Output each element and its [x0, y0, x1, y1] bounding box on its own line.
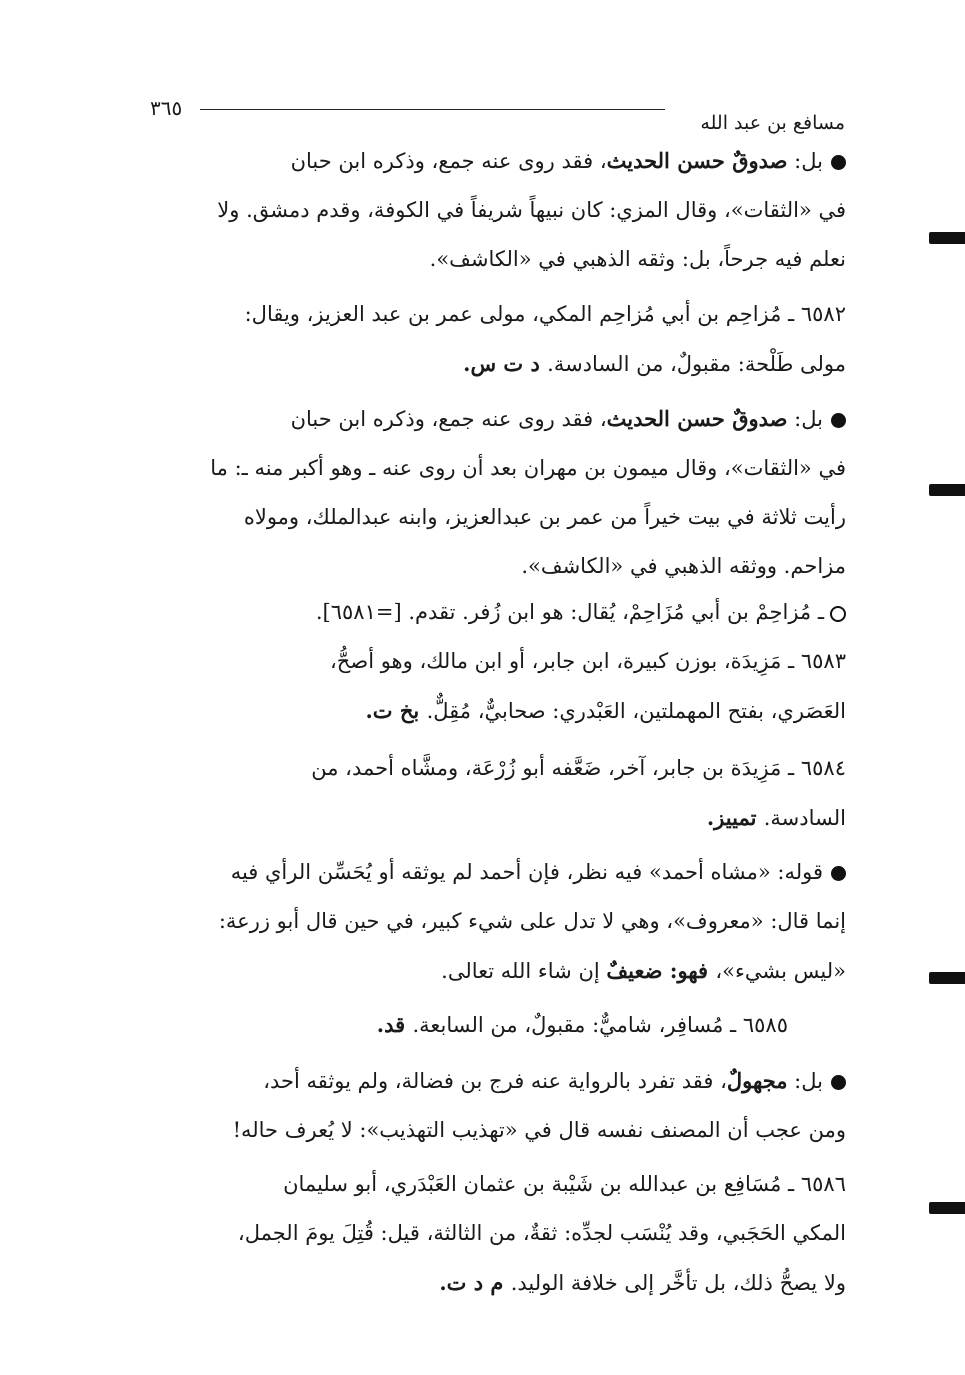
line-text: العَصَري، بفتح المهملتين، العَبْدري: صحابيٌّ، مُقِلٌّ.	[426, 699, 846, 723]
line-text: قوله: «مشاه أحمد» فيه نظر، فإن أحمد لم يوثقه أو يُحَسِّن الرأي فيه	[230, 860, 823, 884]
line-text: بل:	[787, 149, 823, 173]
hollow-circle-icon	[830, 606, 846, 622]
text-line: في «الثقات»، وقال المزي: كان نبيهاً شريفاً في الكوفة، وقدم دمشق. ولا	[217, 198, 846, 222]
text-line	[148, 394, 846, 444]
text-line: ٦٥٨٤ ـ مَزِيدَة بن جابر، آخر، ضَعَّفه أبو زُرْعَة، ومشَّاه أحمد، من	[311, 756, 846, 780]
text-line: ٦٥٨٢ ـ مُزاحِم بن أبي مُزاحِم المكي، مولى عمر بن عبد العزيز، ويقال:	[244, 302, 846, 326]
text-line	[148, 946, 846, 996]
source-codes: د ت س.	[463, 351, 548, 376]
comment-block	[148, 136, 846, 284]
text-line: إنما قال: «معروف»، وهي لا تدل على شيء كبير، في حين قال أبو زرعة:	[218, 909, 846, 933]
line-text: بل:	[787, 407, 823, 431]
text-line: ٦٥٨٦ ـ مُسَافِع بن عبدالله بن شَيْبة بن عثمان العَبْدَري، أبو سليمان	[283, 1172, 846, 1196]
line-text: ، فقد روى عنه جمع، وذكره ابن حبان	[290, 407, 607, 431]
source-codes: بخ ت.	[365, 698, 427, 723]
line-text: ٦٥٨٥ ـ مُسافِر، شاميٌّ: مقبولٌ، من السابعة.	[412, 1013, 788, 1037]
header-rule	[200, 109, 665, 110]
source-codes: تمييز.	[706, 805, 764, 830]
source-codes: م د ت.	[439, 1270, 511, 1295]
verdict-text: صدوقٌ حسن الحديث	[606, 148, 788, 173]
text-line: رأيت ثلاثة في بيت خيراً من عمر بن عبدالعزيز، وابنه عبدالملك، ومولاه	[243, 505, 846, 529]
entry-6583	[148, 588, 846, 736]
text-line	[148, 848, 846, 897]
text-line: مزاحم. ووثقه الذهبي في «الكاشف».	[521, 554, 846, 578]
line-text: ، فقد روى عنه جمع، وذكره ابن حبان	[290, 149, 607, 173]
comment-block	[148, 848, 846, 996]
bullet-icon	[831, 155, 846, 170]
line-text: ، فقد تفرد بالرواية عنه فرج بن فضالة، ولم يوثقه أحد،	[263, 1069, 727, 1093]
line-text: «ليس بشيء»،	[715, 959, 846, 983]
text-line	[148, 1258, 846, 1308]
entry-6582	[148, 290, 846, 389]
bullet-icon	[831, 413, 846, 428]
line-text: إن شاء الله تعالى.	[441, 959, 607, 983]
source-codes: قد.	[376, 1012, 413, 1037]
verdict-text: صدوقٌ حسن الحديث	[606, 406, 788, 431]
text-line	[148, 1056, 846, 1106]
verdict-text: فهو: ضعيفٌ	[606, 958, 716, 983]
text-line	[148, 1000, 788, 1050]
running-header	[150, 96, 845, 136]
text-line: المكي الحَجَبي، وقد يُنْسَب لجدِّه: ثقةٌ، من الثالثة، قيل: قُتِلَ يومَ الجمل،	[237, 1221, 846, 1245]
margin-mark	[929, 232, 965, 244]
comment-block	[148, 394, 846, 591]
running-title: مسافع بن عبد الله	[700, 112, 845, 134]
line-text: السادسة.	[763, 806, 846, 830]
text-line	[148, 136, 846, 186]
line-text: ولا يصحُّ ذلك، بل تأخَّر إلى خلافة الوليد.	[510, 1271, 846, 1295]
margin-mark	[929, 972, 965, 984]
text-line	[148, 588, 846, 637]
text-line	[148, 339, 846, 389]
margin-mark	[929, 484, 965, 496]
text-line	[148, 793, 846, 843]
text-line: ومن عجب أن المصنف نفسه قال في «تهذيب التهذيب»: لا يُعرف حاله!	[232, 1118, 846, 1142]
entry-6586	[148, 1160, 846, 1308]
line-text: بل:	[787, 1069, 823, 1093]
entry-6585	[148, 1000, 788, 1050]
verdict-text: مجهولٌ	[726, 1068, 788, 1093]
page-number: ٣٦٥	[150, 96, 183, 120]
text-line: ٦٥٨٣ ـ مَزِيدَة، بوزن كبيرة، ابن جابر، أو ابن مالك، وهو أصحُّ،	[330, 649, 846, 673]
text-line: نعلم فيه جرحاً، بل: وثقه الذهبي في «الكاشف».	[429, 247, 846, 271]
bullet-icon	[831, 866, 846, 881]
line-text: ـ مُزاحِمْ بن أبي مُزَاحِمْ، يُقال: هو ابن زُفر. تقدم. [=٦٥٨١].	[315, 600, 824, 624]
text-line: في «الثقات»، وقال ميمون بن مهران بعد أن روى عنه ـ وهو أكبر منه ـ: ما	[210, 456, 846, 480]
comment-block	[148, 1056, 846, 1155]
line-text: مولى طَلْحة: مقبولٌ، من السادسة.	[547, 352, 846, 376]
bullet-icon	[831, 1075, 846, 1090]
entry-6584	[148, 744, 846, 843]
margin-mark	[929, 1202, 965, 1214]
text-line	[148, 686, 846, 736]
